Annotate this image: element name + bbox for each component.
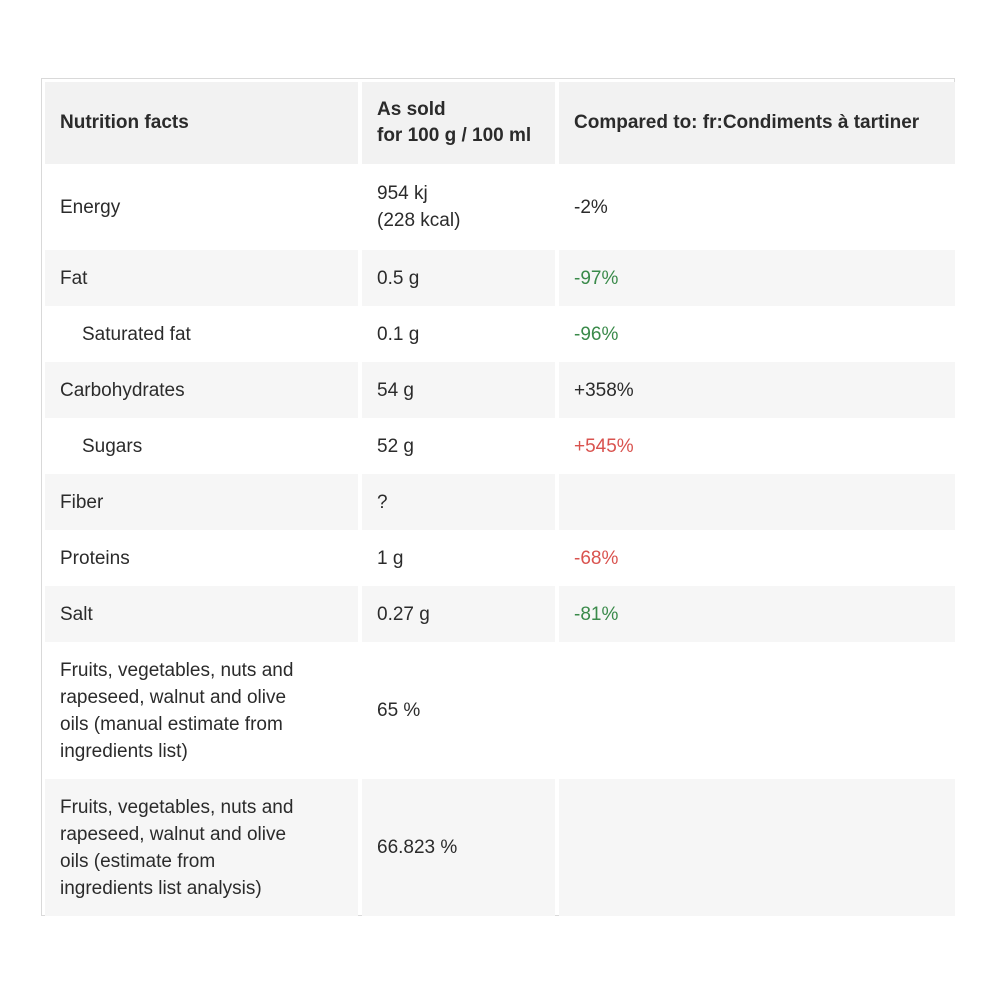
row-value: 1 g: [362, 530, 555, 586]
table-header-row: [45, 82, 955, 164]
row-name: Fat: [45, 250, 358, 306]
table-row-fruits-manual: [45, 642, 955, 779]
table-row-proteins: [45, 530, 955, 586]
row-name: Fiber: [45, 474, 358, 530]
row-name: Proteins: [45, 530, 358, 586]
header-nutrition-facts: Nutrition facts: [45, 82, 358, 164]
row-name-line: ingredients list): [60, 740, 188, 762]
row-compare: -2%: [559, 164, 955, 250]
row-value: ?: [362, 474, 555, 530]
row-name: [45, 779, 358, 916]
row-value: 65 %: [362, 642, 555, 779]
row-compare: +545%: [559, 418, 955, 474]
row-name: Energy: [45, 164, 358, 250]
row-name-line: rapeseed, walnut and olive: [60, 823, 287, 845]
row-value: 54 g: [362, 362, 555, 418]
table-row-carbohydrates: [45, 362, 955, 418]
header-as-sold-line2: for 100 g / 100 ml: [377, 125, 532, 146]
table-row-saturated-fat: [45, 306, 955, 362]
row-value-line1: 954 kj: [377, 183, 428, 204]
row-name: [45, 642, 358, 779]
header-as-sold-line1: As sold: [377, 99, 446, 120]
row-value: 0.1 g: [362, 306, 555, 362]
row-name: Salt: [45, 586, 358, 642]
row-compare: -97%: [559, 250, 955, 306]
row-compare: [559, 474, 955, 530]
header-compared-to: Compared to: fr:Condiments à tartiner: [559, 82, 955, 164]
row-name-line: oils (estimate from: [60, 850, 216, 872]
table-row-salt: [45, 586, 955, 642]
header-as-sold: [362, 82, 555, 164]
row-value: [362, 164, 555, 250]
row-value: 52 g: [362, 418, 555, 474]
row-compare: +358%: [559, 362, 955, 418]
row-name: Saturated fat: [45, 306, 358, 362]
row-name-line: oils (manual estimate from: [60, 713, 283, 735]
table-row-fat: [45, 250, 955, 306]
row-value-line2: (228 kcal): [377, 210, 461, 231]
row-name-line: Fruits, vegetables, nuts and: [60, 796, 294, 818]
row-compare: [559, 779, 955, 916]
row-name: Carbohydrates: [45, 362, 358, 418]
row-name-line: rapeseed, walnut and olive: [60, 686, 287, 708]
row-name-line: Fruits, vegetables, nuts and: [60, 659, 294, 681]
nutrition-table-frame: [41, 78, 955, 916]
row-name: Sugars: [45, 418, 358, 474]
nutrition-table: [41, 82, 959, 916]
row-compare: -81%: [559, 586, 955, 642]
table-row-fiber: [45, 474, 955, 530]
table-row-sugars: [45, 418, 955, 474]
row-compare: -96%: [559, 306, 955, 362]
row-compare: [559, 642, 955, 779]
row-compare: -68%: [559, 530, 955, 586]
table-row-fruits-analysis: [45, 779, 955, 916]
table-row-energy: [45, 164, 955, 250]
row-value: 66.823 %: [362, 779, 555, 916]
row-name-line: ingredients list analysis): [60, 877, 262, 899]
row-value: 0.27 g: [362, 586, 555, 642]
row-value: 0.5 g: [362, 250, 555, 306]
